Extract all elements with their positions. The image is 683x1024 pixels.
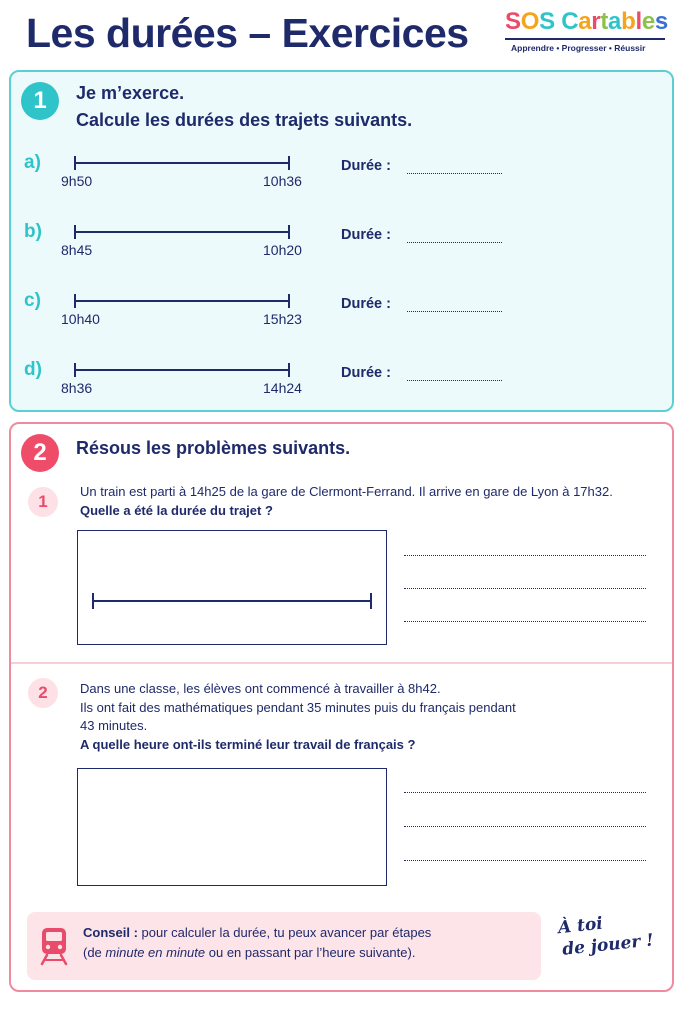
problem-1-statement: Un train est parti à 14h25 de la gare de Clermont-Ferrand. Il arrive en gare de Lyon à 17h32. [80,484,613,499]
end-time-d: 14h24 [263,380,302,396]
end-time-c: 15h23 [263,311,302,327]
answer-line-d[interactable] [407,380,502,381]
problem-divider [11,662,672,664]
exercise-letter-d: d) [24,359,42,380]
logo-tagline: Apprendre • Progresser • Réussir [511,43,646,53]
timeline-c [74,294,290,308]
problem-1-question: Quelle a été la durée du trajet ? [80,502,273,518]
page-title: Les durées – Exercices [26,10,469,56]
tip-text-open: (de [83,945,106,960]
timeline-b [74,225,290,239]
start-time-b: 8h45 [61,242,93,258]
problem-1-answer-line-3[interactable] [404,621,646,622]
duration-label-c: Durée : [341,296,391,312]
section1-heading-line1: Je m’exerce. [76,83,185,103]
end-time-a: 10h36 [263,173,302,189]
brand-logo [505,8,675,53]
duration-label-d: Durée : [341,365,391,381]
tip-text-line1: pour calculer la durée, tu peux avancer par étapes [137,925,432,940]
start-time-a: 9h50 [61,173,93,189]
signoff-handwritten [557,907,661,961]
answer-line-b[interactable] [407,242,502,243]
problem-number-badge-1: 1 [28,487,58,517]
problem-number-badge-2: 2 [28,678,58,708]
problem-2-answer-line-2[interactable] [404,826,646,827]
tip-text [83,923,533,963]
signoff-line1: À toi [557,913,604,939]
duration-label-b: Durée : [341,227,391,243]
duration-label-a: Durée : [341,158,391,174]
section-number-badge: 2 [21,434,59,472]
problem-2-statement-line1: Dans une classe, les élèves ont commencé à travailler à 8h42. [80,681,441,696]
exercise-letter-b: b) [24,221,42,242]
problem-2-statement-line2: Ils ont fait des mathématiques pendant 35 minutes puis du français pendant [80,699,516,715]
exercise-panel-1 [9,70,674,412]
exercise-letter-c: c) [24,290,41,311]
problem-2-answer-box[interactable] [77,768,387,886]
answer-line-a[interactable] [407,173,502,174]
problem-2-answer-line-1[interactable] [404,792,646,793]
signoff-line2: de jouer ! [561,930,655,960]
logo-underline [505,38,665,40]
section1-heading-line2: Calcule les durées des trajets suivants. [76,110,413,130]
answer-line-c[interactable] [407,311,502,312]
section2-heading: Résous les problèmes suivants. [76,438,351,458]
exercise-letter-a: a) [24,152,41,173]
tip-label: Conseil : [83,925,138,940]
problem-2-text [80,680,660,754]
train-icon [37,926,71,966]
start-time-d: 8h36 [61,380,93,396]
problem-2-question: A quelle heure ont-ils terminé leur travail de français ? [80,736,416,752]
timeline-d [74,363,290,377]
start-time-c: 10h40 [61,311,100,327]
end-time-b: 10h20 [263,242,302,258]
problem-2-answer-line-3[interactable] [404,860,646,861]
tip-text-line2: ou en passant par l’heure suivante). [205,945,416,960]
section-number-badge: 1 [21,82,59,120]
exercise-panel-2 [9,422,674,992]
timeline-a [74,156,290,170]
problem-1-timeline [92,593,372,609]
problem-2-statement-line3: 43 minutes. [80,718,148,733]
problem-1-answer-box[interactable] [77,530,387,645]
section1-heading [76,80,412,134]
tip-text-emphasis: minute en minute [105,945,206,960]
problem-1-text [80,483,660,520]
logo-wordmark: SOS Cartables [505,8,668,35]
problem-1-answer-line-1[interactable] [404,555,646,556]
tip-box [27,912,541,980]
problem-1-answer-line-2[interactable] [404,588,646,589]
